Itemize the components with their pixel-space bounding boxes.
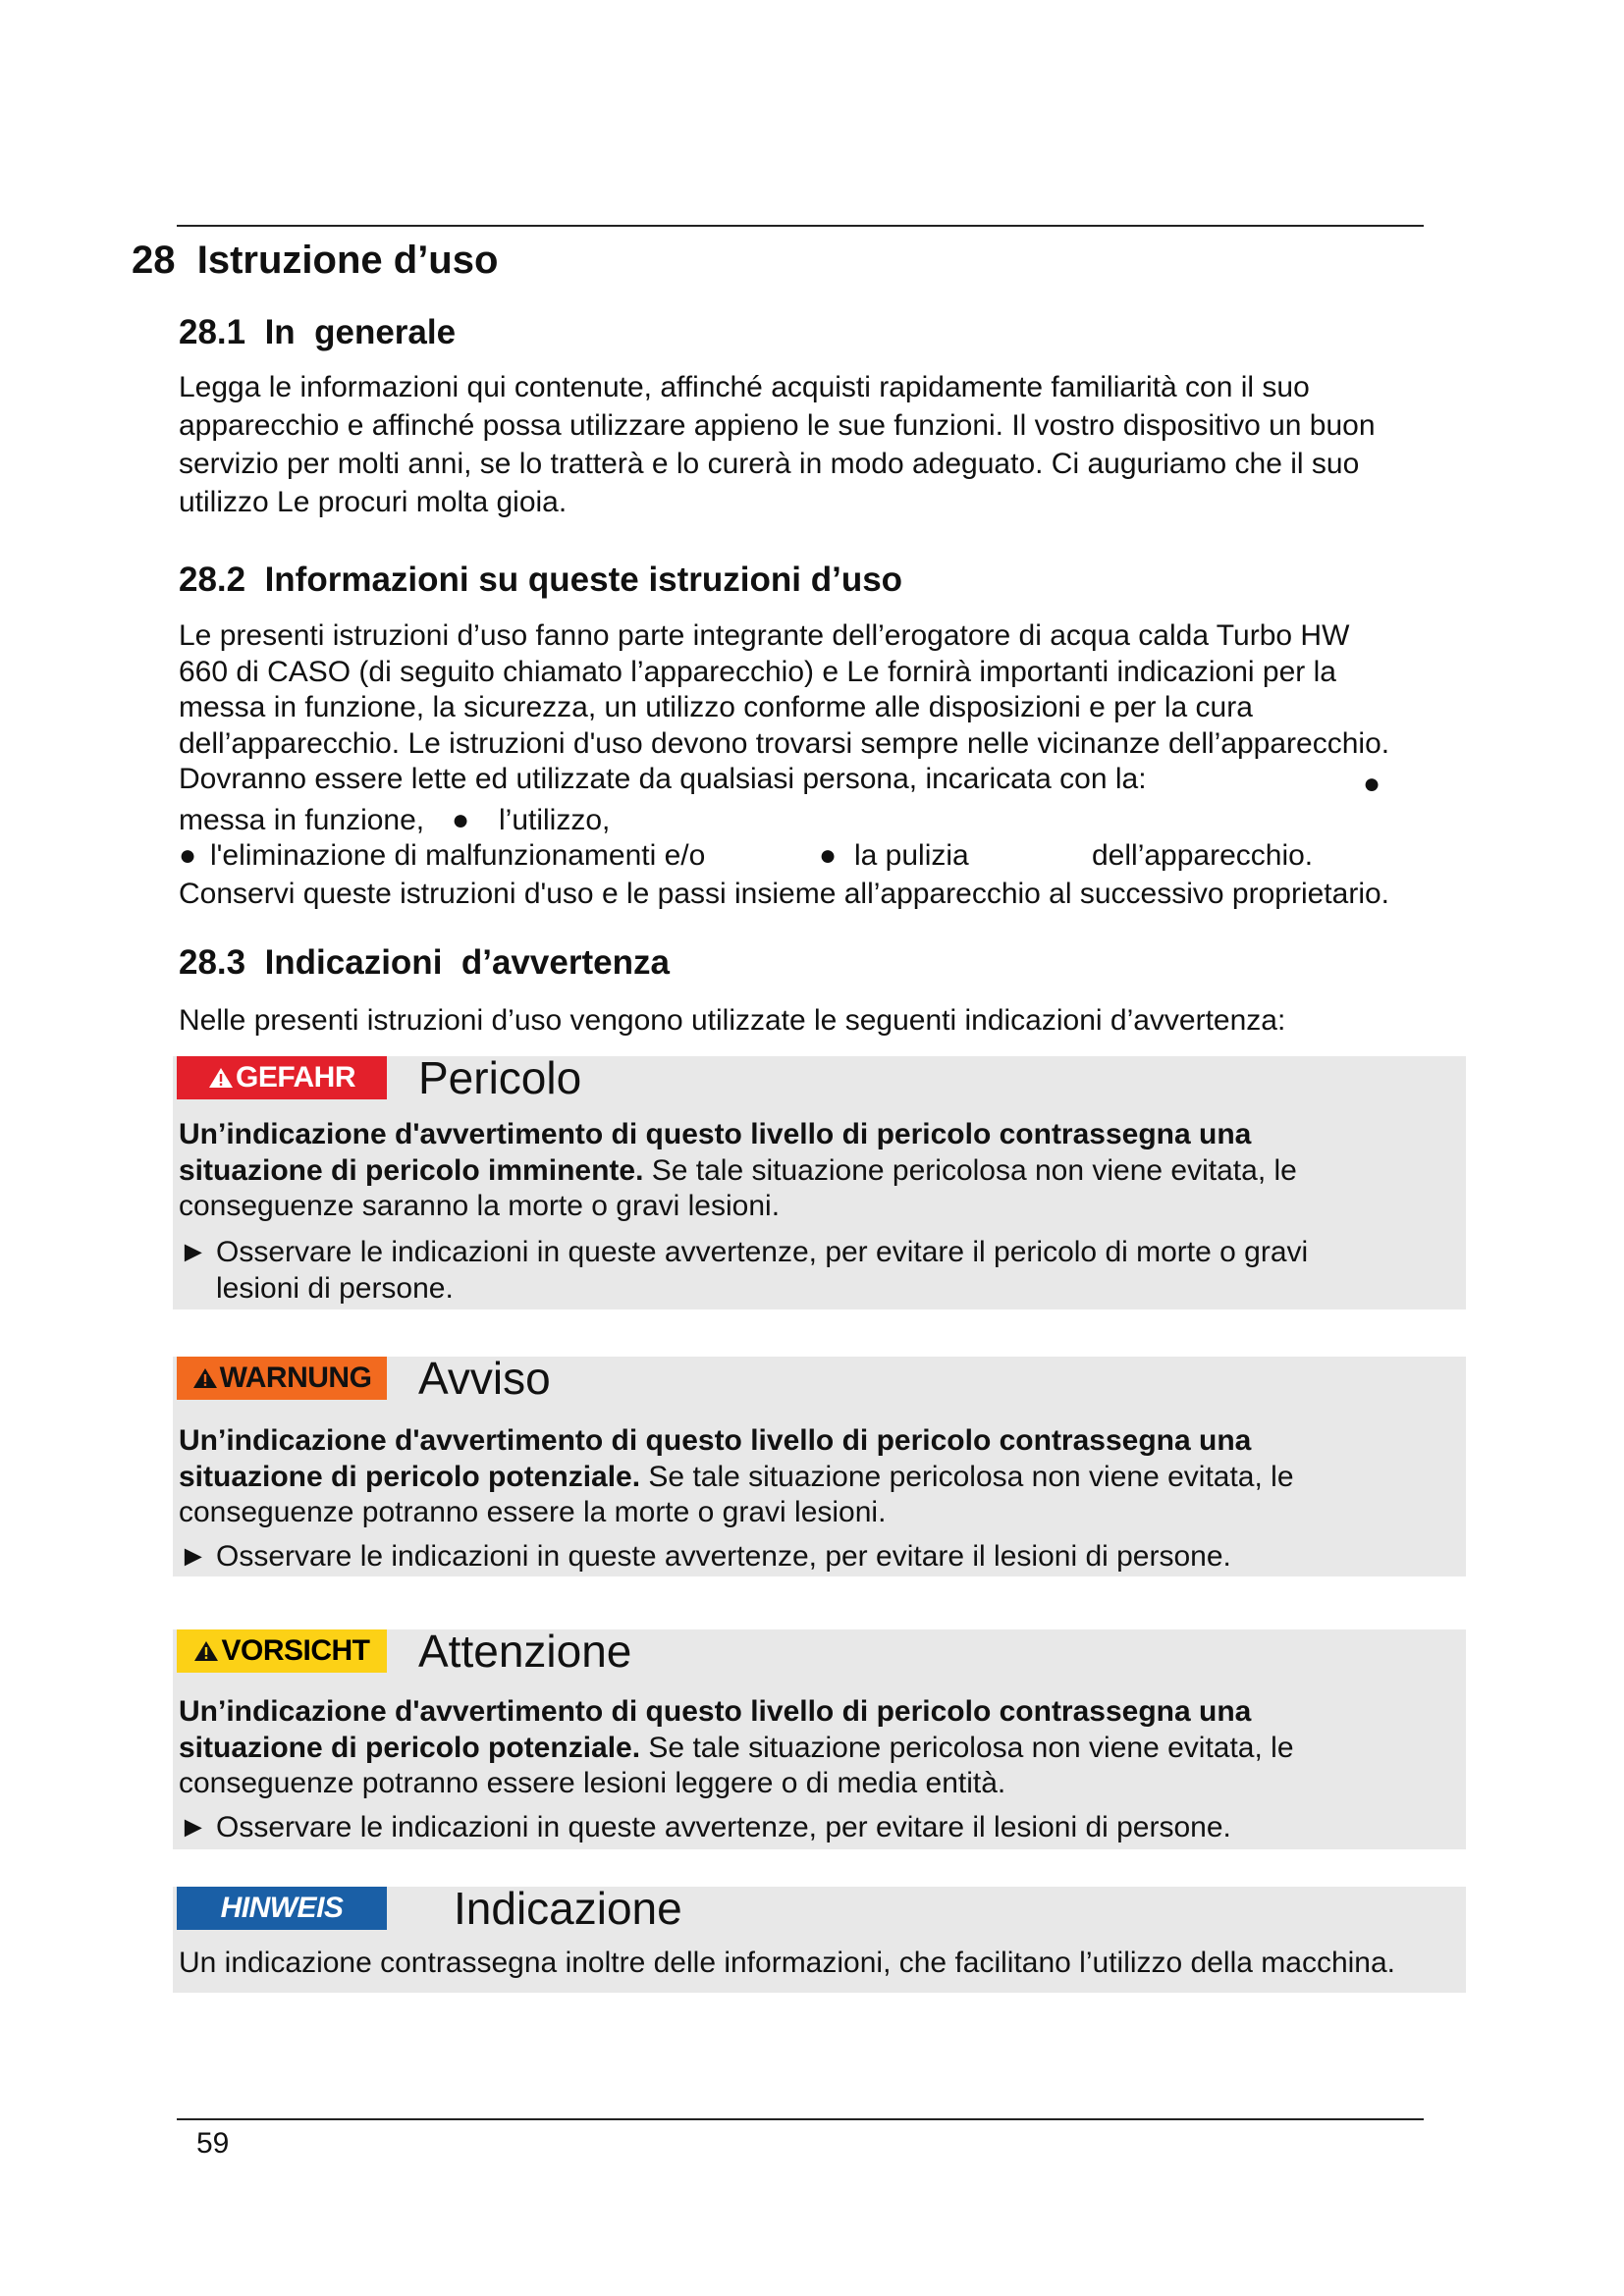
warning-triangle-icon [192,1367,218,1389]
warning-box-danger [173,1052,1466,1309]
section-title: 28 Istruzione d’uso [132,239,499,282]
warning-title: Avviso [418,1353,551,1404]
bullet-marker: ● [452,804,470,836]
arrow-right-icon: ► [179,1540,208,1573]
arrow-right-icon: ► [179,1236,208,1268]
warning-instruction: ► Osservare le indicazioni in queste avvertenze, per evitare il lesioni di persone. [179,1539,1455,1575]
warning-triangle-icon [193,1640,219,1662]
badge-gefahr: GEFAHR [177,1056,387,1099]
bullet-marker: ● [819,839,838,872]
notice-box [173,1883,1466,1993]
warning-instruction: ► Osservare le indicazioni in queste avvertenze, per evitare il pericolo di morte o gravi lesioni di persone. [179,1236,1309,1305]
warning-text: Un’indicazione d'avvertimento di questo livello di pericolo contrassegna una situazione di pericolo potenziale. Se tale situazione pericolosa non viene evitata, le conseguenze potranno essere lesioni leggere o di media entità. [179,1695,1294,1799]
badge-vorsicht: VORSICHT [177,1629,387,1673]
warning-text: Un’indicazione d'avvertimento di questo livello di pericolo contrassegna una situazione di pericolo imminente. Se tale situazione pericolosa non viene evitata, le conseguenze saranno la morte o gravi lesioni. [179,1118,1297,1222]
bullet-marker: ● [1363,768,1381,800]
heading-28-3: 28.3 Indicazioni d’avvertenza [179,943,670,982]
footer-rule [177,2118,1424,2120]
badge-warnung: WARNUNG [177,1357,387,1400]
arrow-right-icon: ► [179,1811,208,1843]
paragraph-general: Legga le informazioni qui contenute, affinché acquisti rapidamente familiarità con il suo apparecchio e affinché possa utilizzare appieno le sue funzioni. Il vostro dispositivo un buon servizio per molti anni, se lo tratterà e lo curerà in modo adeguato. Ci auguriamo che il suo utilizzo Le procuri molta gioia. [179,371,1376,518]
bullet-item-appliance: dell’apparecchio. [1092,839,1314,872]
header-rule [177,225,1424,227]
paragraph-instructions: Le presenti istruzioni d’uso fanno parte integrante dell’erogatore di acqua calda Turbo HW 660 di CASO (di seguito chiamato l’apparecchio) e Le fornirà importanti indicazioni per la messa in funzione, la sicurezza, un utilizzo conforme alle disposizioni e per la cura dell’apparecchio. Le istruzioni d'uso devono trovarsi sempre nelle vicinanze dell’apparecchio. Dovranno essere lette ed utilizzate da qualsiasi persona, incaricata con la: [179,619,1390,795]
badge-hinweis: HINWEIS [177,1887,387,1930]
warning-triangle-icon [208,1067,234,1089]
paragraph-keep-instructions: Conservi queste istruzioni d'uso e le passi insieme all’apparecchio al successivo proprietario. [179,878,1390,910]
bullet-item-troubleshooting: l'eliminazione di malfunzionamenti e/o [210,839,706,872]
warning-instruction: ► Osservare le indicazioni in queste avvertenze, per evitare il lesioni di persone. [179,1810,1455,1846]
warning-title: Attenzione [418,1626,632,1677]
warning-box-warning [173,1353,1466,1576]
page-number: 59 [196,2127,230,2160]
notice-text: Un indicazione contrassegna inoltre delle informazioni, che facilitano l’utilizzo della macchina. [179,1947,1395,1979]
bullet-item-cleaning: la pulizia [854,839,969,872]
warning-text: Un’indicazione d'avvertimento di questo livello di pericolo contrassegna una situazione di pericolo potenziale. Se tale situazione pericolosa non viene evitata, le conseguenze potranno essere la morte o gravi lesioni. [179,1424,1294,1528]
heading-28-1: 28.1 In generale [179,313,457,351]
bullet-marker: ● [179,839,197,872]
bullet-item-use: l’utilizzo, [499,804,611,836]
bullet-item-commissioning: messa in funzione, [179,804,425,836]
heading-28-2: 28.2 Informazioni su queste istruzioni d’uso [179,561,903,599]
paragraph-warnings-intro: Nelle presenti istruzioni d’uso vengono utilizzate le seguenti indicazioni d’avvertenza: [179,1004,1286,1037]
warning-box-caution [173,1626,1466,1849]
notice-title: Indicazione [454,1883,682,1934]
warning-title: Pericolo [418,1052,582,1103]
